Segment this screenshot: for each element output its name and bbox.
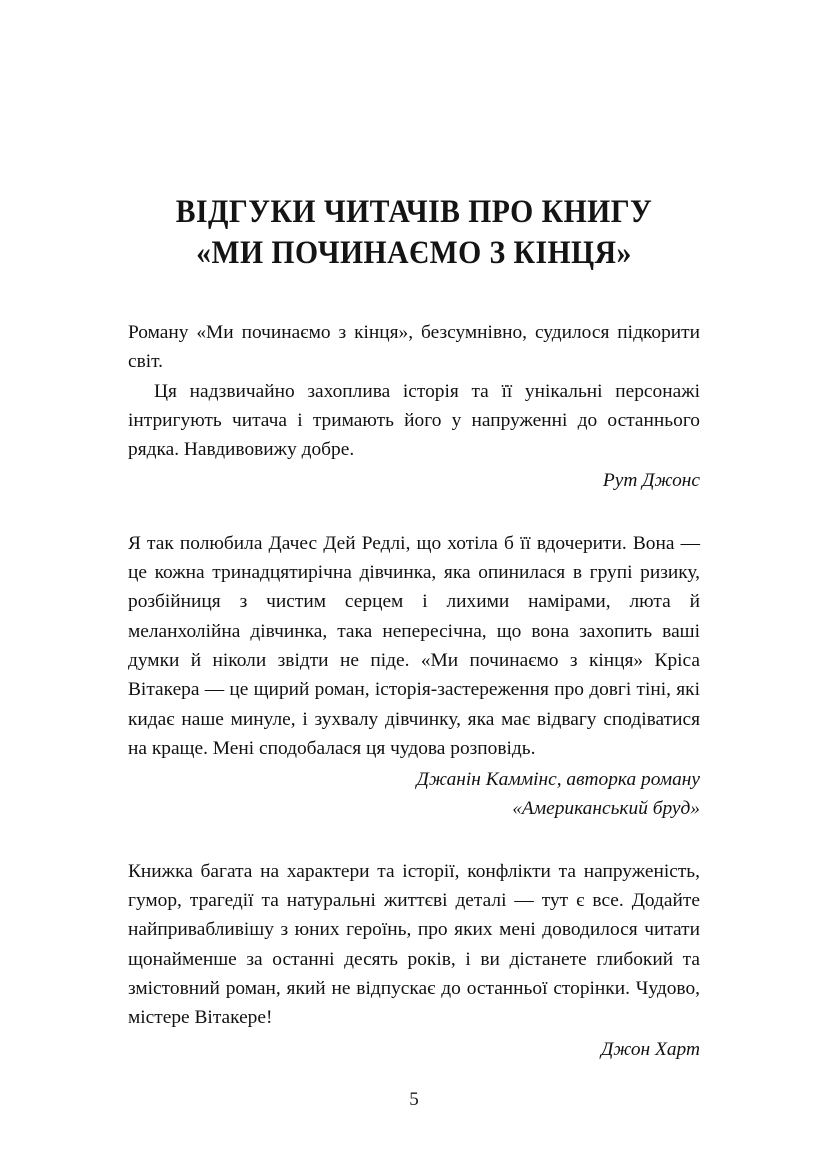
blurb-item (128, 529, 700, 824)
blurb-item (128, 318, 700, 496)
page-title-line-2: «МИ ПОЧИНАЄМО З КІНЦЯ» (196, 235, 632, 271)
blurb-list (128, 318, 700, 1064)
blurb-text (128, 857, 700, 1033)
blurb-attribution (128, 464, 700, 495)
page-number: 5 (409, 1089, 419, 1110)
page-title (157, 0, 672, 274)
blurb-paragraph: Ця надзвичайно захоплива історія та її унікальні персонажі інтригують читача і тримають його у напруженні до останнього рядка. Навдивовижу добре. (128, 380, 700, 461)
attribution-line: Рут Джонс (602, 470, 700, 492)
blurb-text (128, 529, 700, 763)
attribution-line: «Американський бруд» (512, 798, 700, 820)
blurb-text (128, 318, 700, 464)
attribution-line: Джон Харт (600, 1038, 700, 1060)
text-column (128, 0, 700, 1064)
attribution-line: Джанін Каммінс, авторка роману (416, 769, 700, 791)
blurb-paragraph: Я так полюбила Дачес Дей Редлі, що хотіла б її вдочерити. Вона — це кожна тринадцятирічна дівчинка, яка опинилася в групі ризику, розбійниця з чистим серцем і лихими намірами, люта й меланхолійна дівчинка, така непересічна, що вона захопить ваші думки й ніколи звідти не піде. «Ми починаємо з кінця» Кріса Вітакера — це щирий роман, історія-застереження про довгі тіні, які кидає наше минуле, і зухвалу дівчинку, яка має відвагу сподіватися на краще. Мені сподобалася ця чудова розповідь. (128, 532, 700, 759)
blurb-paragraph: Роману «Ми починаємо з кінця», безсумнівно, судилося підкорити світ. (128, 322, 700, 373)
blurb-attribution (128, 1033, 700, 1064)
page-title-line-1: ВІДГУКИ ЧИТАЧІВ ПРО КНИГУ (175, 194, 653, 230)
blurb-paragraph: Книжка багата на характери та історії, конфлікти та напруженість, гумор, трагедії та натуральні життєві деталі — тут є все. Додайте найпривабливішу з юних героїнь, про яких мені доводилося читати щонайменше за останні десять років, і ви дістанете глибокий та змістовний роман, який не відпускає до останньої сторінки. Чудово, містере Вітакере! (128, 860, 700, 1029)
blurb-item (128, 857, 700, 1064)
blurb-attribution (128, 763, 700, 824)
